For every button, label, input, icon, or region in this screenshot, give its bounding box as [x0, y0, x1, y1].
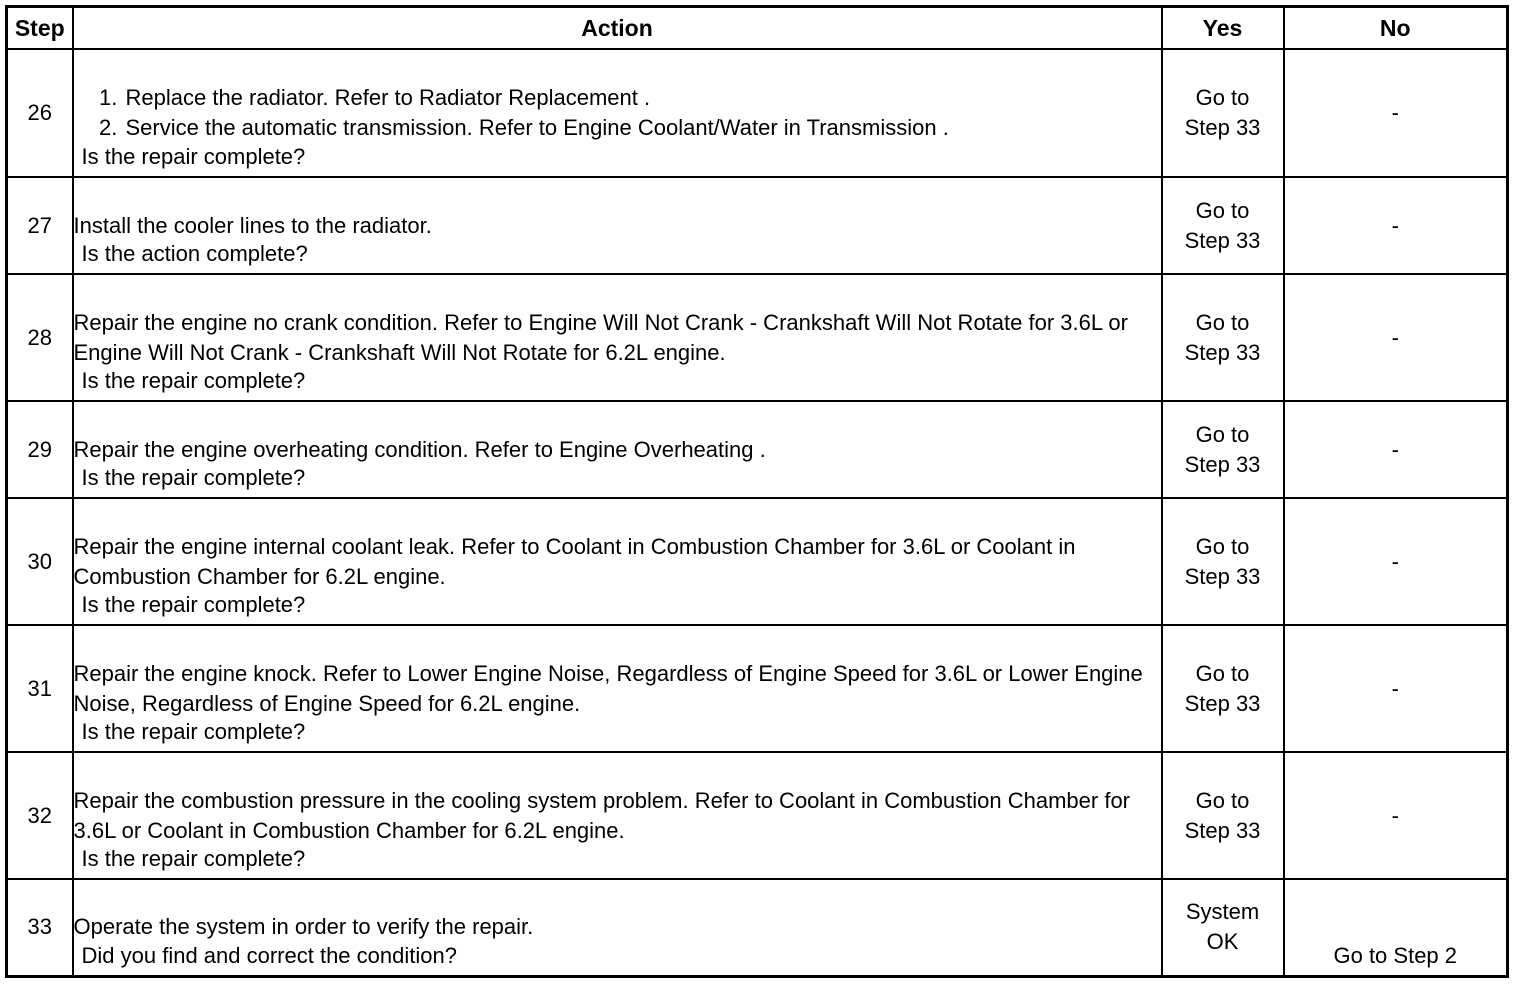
- table-row: [7, 401, 1508, 498]
- step-number: 26: [7, 49, 73, 177]
- yes-line: Step 33: [1184, 563, 1261, 589]
- diagnostic-table: [5, 5, 1509, 978]
- header-step: Step: [7, 7, 73, 50]
- yes-cell: [1162, 177, 1284, 274]
- step-number: 29: [7, 401, 73, 498]
- table-row: [7, 498, 1508, 625]
- yes-cell: [1162, 274, 1284, 401]
- action-question: Is the repair complete?: [81, 846, 306, 871]
- yes-cell: [1162, 401, 1284, 498]
- no-cell: -: [1284, 752, 1508, 879]
- action-question: Is the repair complete?: [81, 144, 306, 169]
- action-instruction: Repair the combustion pressure in the cooling system problem. Refer to Coolant in Combustion Chamber for 3.6L or Coolant in Combustion Chamber for 6.2L engine.: [73, 787, 1131, 843]
- action-cell: [73, 498, 1162, 625]
- action-cell: [73, 879, 1162, 976]
- action-question: Is the action complete?: [81, 241, 308, 266]
- action-question: Did you find and correct the condition?: [81, 942, 457, 968]
- step-number: 28: [7, 274, 73, 401]
- table-row: [7, 625, 1508, 752]
- yes-line: OK: [1206, 929, 1239, 955]
- yes-line: Go to: [1195, 660, 1250, 686]
- action-list: [74, 83, 1161, 143]
- step-number: 32: [7, 752, 73, 879]
- no-cell: -: [1284, 177, 1508, 274]
- list-item: 1. Replace the radiator. Refer to Radiator Replacement .: [124, 83, 1161, 113]
- yes-cell: [1162, 498, 1284, 625]
- action-instruction: Repair the engine internal coolant leak. Refer to Coolant in Combustion Chamber for 3.6L or Coolant in Combustion Chamber for 6.2L engine.: [73, 533, 1076, 589]
- action-instruction: Install the cooler lines to the radiator.: [73, 212, 432, 238]
- yes-line: Go to: [1195, 85, 1250, 110]
- yes-line: Step 33: [1184, 817, 1261, 843]
- yes-line: Go to: [1195, 421, 1250, 447]
- table-row: [7, 274, 1508, 401]
- list-item: 2. Service the automatic transmission. Refer to Engine Coolant/Water in Transmission .: [124, 113, 1161, 143]
- action-question: Is the repair complete?: [81, 719, 306, 744]
- no-cell: Go to Step 2: [1284, 879, 1508, 976]
- action-instruction: Operate the system in order to verify the repair.: [73, 914, 534, 940]
- yes-cell: [1162, 752, 1284, 879]
- action-instruction: Repair the engine no crank condition. Refer to Engine Will Not Crank - Crankshaft Will Not Rotate for 3.6L or Engine Will Not Crank - Crankshaft Will Not Rotate for 6.2L engine.: [73, 309, 1128, 365]
- yes-line: Go to: [1195, 533, 1250, 559]
- yes-line: Step 33: [1184, 339, 1261, 365]
- yes-line: System: [1185, 899, 1260, 925]
- yes-line: Step 33: [1184, 451, 1261, 477]
- action-instruction: Repair the engine overheating condition. Refer to Engine Overheating .: [73, 436, 766, 462]
- table-row: [7, 177, 1508, 274]
- yes-line: Go to: [1195, 309, 1250, 335]
- table-row: [7, 752, 1508, 879]
- action-cell: [73, 625, 1162, 752]
- header-no: No: [1284, 7, 1508, 50]
- no-cell: -: [1284, 401, 1508, 498]
- yes-cell: [1162, 879, 1284, 976]
- step-number: 33: [7, 879, 73, 976]
- table-row: [7, 879, 1508, 976]
- action-cell: [73, 274, 1162, 401]
- yes-cell: [1162, 625, 1284, 752]
- action-cell: [73, 177, 1162, 274]
- action-question: Is the repair complete?: [81, 592, 306, 617]
- no-cell: -: [1284, 49, 1508, 177]
- yes-line: Step 33: [1184, 227, 1261, 253]
- no-cell: -: [1284, 625, 1508, 752]
- yes-line: Go to: [1195, 197, 1250, 223]
- table-row: [7, 49, 1508, 177]
- yes-line: Step 33: [1184, 690, 1261, 716]
- header-row: [7, 7, 1508, 50]
- yes-line: Step 33: [1184, 115, 1261, 140]
- yes-cell: [1162, 49, 1284, 177]
- action-instruction: Repair the engine knock. Refer to Lower Engine Noise, Regardless of Engine Speed for 3.6L or Lower Engine Noise, Regardless of Engine Speed for 6.2L engine.: [73, 660, 1143, 716]
- action-cell: [73, 49, 1162, 177]
- step-number: 30: [7, 498, 73, 625]
- step-number: 31: [7, 625, 73, 752]
- header-action: Action: [73, 7, 1162, 50]
- yes-line: Go to: [1195, 787, 1250, 813]
- no-cell: -: [1284, 498, 1508, 625]
- step-number: 27: [7, 177, 73, 274]
- no-cell: -: [1284, 274, 1508, 401]
- header-yes: Yes: [1162, 7, 1284, 50]
- action-cell: [73, 401, 1162, 498]
- action-question: Is the repair complete?: [81, 465, 306, 490]
- action-question: Is the repair complete?: [81, 368, 306, 393]
- action-cell: [73, 752, 1162, 879]
